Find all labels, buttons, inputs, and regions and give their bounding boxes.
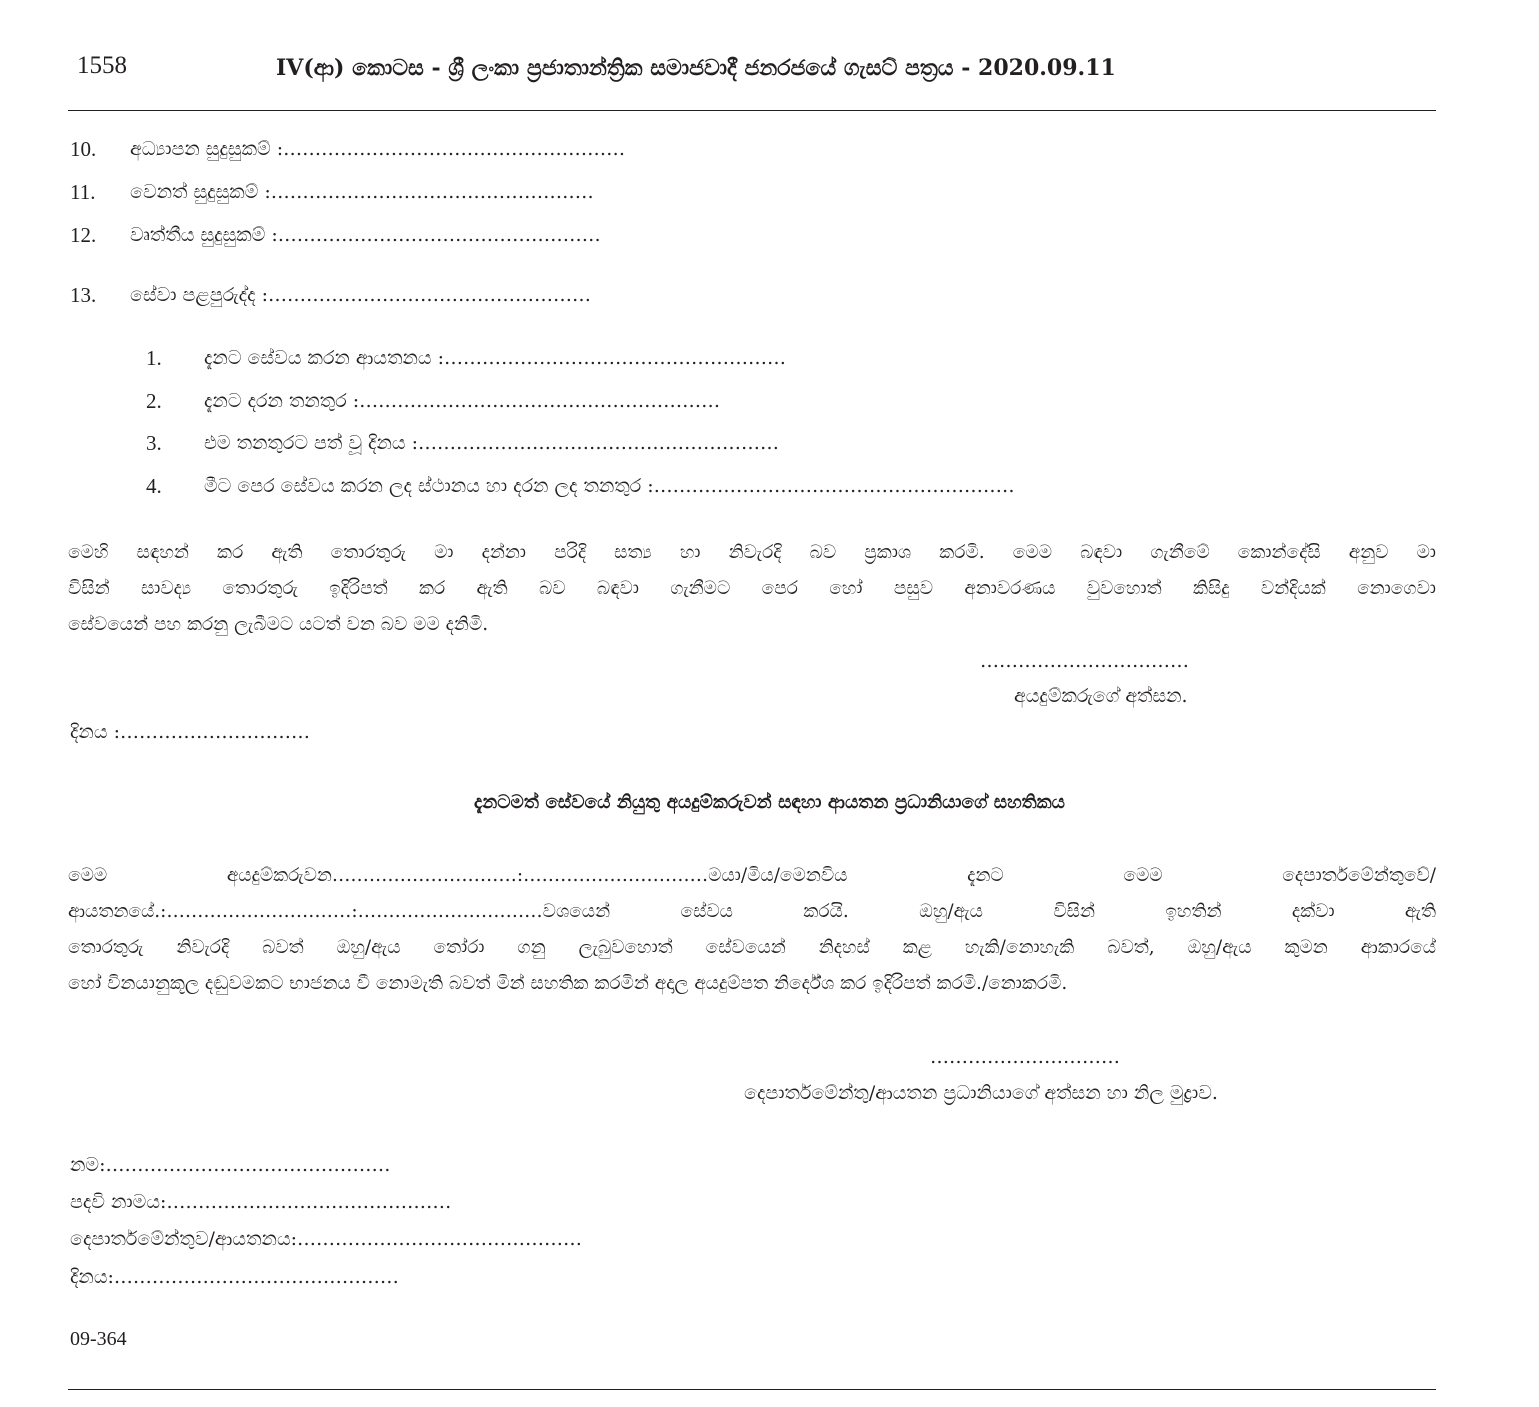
subfield-number: 1. bbox=[146, 346, 162, 370]
certificate-paragraph bbox=[68, 858, 1436, 1002]
gazette-header-title: IV(ආ) කොටස - ශ්‍රී ලංකා ප්‍රජාතාන්ත්‍රික සමාජවාදී ජනරජයේ ගැසට් පත්‍රය - 2020.09.11 bbox=[276, 55, 1116, 81]
head-signature-line[interactable]: ………………………… bbox=[930, 1046, 1120, 1068]
subfield-number: 4. bbox=[146, 474, 162, 498]
date-field[interactable]: දිනය:……………………………………… bbox=[70, 1266, 399, 1288]
declaration-line: සේවයෙන් පහ කරනු ලැබීමට යටත් වන බව මම දනිමි. bbox=[68, 614, 489, 635]
header-rule bbox=[68, 110, 1436, 111]
footer-rule bbox=[68, 1389, 1436, 1390]
field-number: 11. bbox=[70, 180, 96, 204]
applicant-date-field[interactable]: දිනය :………………………… bbox=[70, 721, 310, 743]
field-number: 13. bbox=[70, 283, 97, 307]
head-signature-label: දෙපාර්තමේන්තු/ආයතන ප්‍රධානියාගේ අත්සන හා නිල මුද්‍රාව. bbox=[744, 1082, 1218, 1104]
certificate-title: දැනටමත් සේවයේ නියුතු අයදුම්කරුවන් සඳහා ආයතන ප්‍රධානියාගේ සහතිකය bbox=[474, 792, 1065, 813]
professional-qualifications-field[interactable]: වෘත්තීය සුදුසුකම් :…………………………………………… bbox=[130, 224, 601, 246]
current-post-field[interactable]: දැනට දරන තනතුර :………………………………………………… bbox=[204, 390, 721, 412]
department-field[interactable]: දෙපාර්තමේන්තුව/ආයතනය:……………………………………… bbox=[70, 1228, 583, 1250]
subfield-number: 2. bbox=[146, 389, 162, 413]
other-qualifications-field[interactable]: වෙනත් සුදුසුකම් :…………………………………………… bbox=[130, 181, 594, 203]
subfield-number: 3. bbox=[146, 431, 162, 455]
field-number: 12. bbox=[70, 223, 97, 247]
declaration-paragraph bbox=[68, 535, 1436, 643]
current-institution-field[interactable]: දැනට සේවය කරන ආයතනය :……………………………………………… bbox=[204, 347, 787, 369]
education-qualifications-field[interactable]: අධ්‍යාපන සුදුසුකම් :……………………………………………… bbox=[130, 138, 626, 160]
field-number: 10. bbox=[70, 137, 97, 161]
declaration-line: විසින් සාවද්‍ය තොරතුරු ඉදිරිපත් කර ඇති බව බඳවා ගැනීමට පෙර හෝ පසුව අනාවරණය වුවහොත් කිසිදු වන්දියක් නොගෙවා bbox=[68, 578, 1436, 599]
declaration-line: මෙහි සඳහන් කර ඇති තොරතුරු මා දන්නා පරිදි සත්‍ය හා නිවැරදි බව ප්‍රකාශ කරමි. මෙම බඳවා ගැනීමේ කොන්දේසි අනුව මා bbox=[68, 542, 1436, 563]
applicant-signature-line[interactable]: …………………………… bbox=[980, 650, 1189, 672]
page-number: 1558 bbox=[77, 52, 127, 79]
applicant-signature-label: අයදුම්කරුගේ අත්සන. bbox=[1014, 685, 1188, 707]
certificate-line: ආයතනයේ.:…………………………:…………………………වශයෙන් සේවය කරයි. ඔහු/ඇය විසින් ඉහතින් දක්වා ඇති bbox=[68, 901, 1436, 922]
document-code: 09-364 bbox=[70, 1328, 127, 1350]
certificate-line: තොරතුරු නිවැරදි බවත් ඔහු/ඇය තෝරා ගනු ලැබුවහොත් සේවයෙන් නිදහස් කළ හැකි/නොහැකි බවත්, ඔහු/ඇය කුමන ආකාරයේ bbox=[68, 937, 1436, 958]
designation-field[interactable]: පදවි නාමය:……………………………………… bbox=[70, 1191, 452, 1213]
previous-service-field[interactable]: මීට පෙර සේවය කරන ලද ස්ථානය හා දරන ලද තනතුර :………………………………………………… bbox=[204, 475, 1015, 497]
certificate-line: හෝ විනයානුකූල දඬුවමකට භාජනය වී නොමැති බවත් මින් සහතික කරමින් අදාල අයදුම්පත නිර්දේශ කර ඉදිරිපත් කරමි./නොකරමි. bbox=[68, 973, 1068, 994]
service-experience-field[interactable]: සේවා පළපුරුද්ද :…………………………………………… bbox=[130, 284, 591, 306]
appointment-date-field[interactable]: එම තනතුරට පත් වූ දිනය :………………………………………………… bbox=[204, 432, 780, 454]
name-field[interactable]: නම:……………………………………… bbox=[70, 1154, 391, 1176]
certificate-line: මෙම අයදුම්කරුවන…………………………:…………………………මයා/මිය/මෙනවිය දැනට මෙම දෙපාර්තමේන්තුවේ/ bbox=[68, 865, 1436, 886]
